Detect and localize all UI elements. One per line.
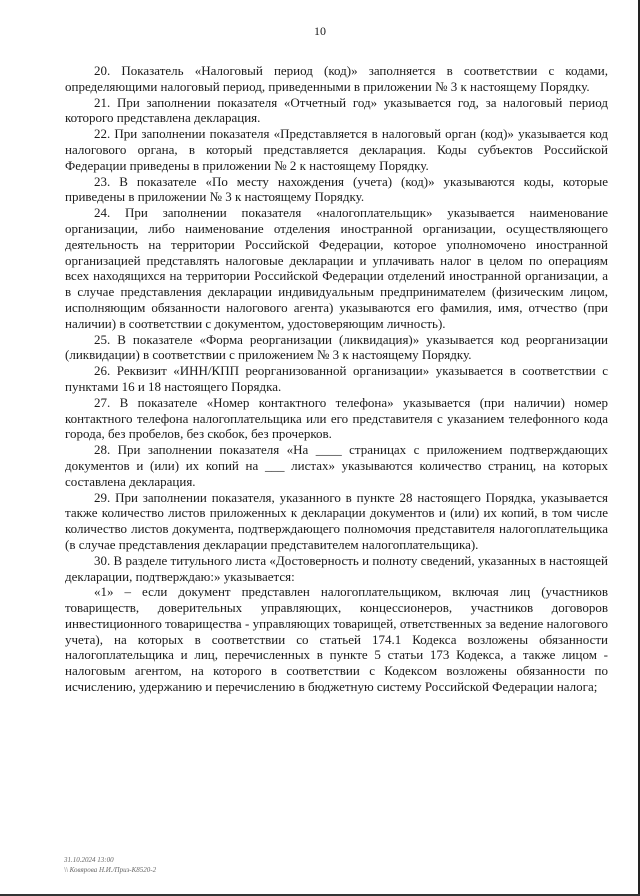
document-footer xyxy=(64,855,156,875)
paragraph-26: 26. Реквизит «ИНН/КПП реорганизованной организации» указывается в соответствии с пунктами 16 и 18 настоящего Порядка. xyxy=(65,363,608,394)
paragraph-22: 22. При заполнении показателя «Представляется в налоговый орган (код)» указывается код налогового органа, в который представляется декларация. Коды субъектов Российской Федерации приведены в приложении № 2 к настоящему Порядку. xyxy=(65,126,608,173)
footer-timestamp: 31.10.2024 13:00 xyxy=(64,856,114,864)
page-number: 10 xyxy=(314,24,326,38)
paragraph-28: 28. При заполнении показателя «На ____ страницах с приложением подтверждающих документов и (или) их копий на ___ листах» указываются количество страниц, на которых составлена декларация. xyxy=(65,442,608,489)
paragraph-29: 29. При заполнении показателя, указанного в пункте 28 настоящего Порядка, указывается также количество листов приложенных к декларации документов и (или) их копий, в том числе количество листов документа, подтверждающего полномочия представителя налогоплательщика (в случае представления декларации представителем налогоплательщика). xyxy=(65,489,608,552)
paragraph-25: 25. В показателе «Форма реорганизации (ликвидация)» указывается код реорганизации (ликвидации) в соответствии с приложением № 3 к настоящему Порядку. xyxy=(65,331,608,363)
document-body xyxy=(65,63,608,695)
footer-file-path: \\ Ковярова Н.И./Приз-К8520-2 xyxy=(64,866,157,874)
paragraph-21: 21. При заполнении показателя «Отчетный год» указывается год, за налоговый период которого представлена декларация. xyxy=(65,94,608,126)
paragraph-30-item-1: «1» – если документ представлен налогоплательщиком, включая лиц (участников товариществ, доверительных управляющих, концессионеров, участников договоров инвестиционного товарищества - управляющих товарищей, ответственных за ведение налогового учета), на которых в соответствии со статьей 174.1 Кодекса возложены обязанности налогоплательщика и лиц, перечисленных в пункте 5 статьи 173 Кодекса, а также лицом - налоговым агентом, на которого в соответствии с Кодексом возложены обязанности по исчислению, удержанию и перечислению в бюджетную систему Российской Федерации налога; xyxy=(65,584,608,695)
paragraph-27: 27. В показателе «Номер контактного телефона» указывается (при наличии) номер контактного телефона налогоплательщика или его представителя с указанием телефонного кода города, без пробелов, без скобок, без прочерков. xyxy=(65,394,608,442)
paragraph-23: 23. В показателе «По месту нахождения (учета) (код)» указываются коды, которые приведены в приложении № 3 к настоящему Порядку. xyxy=(65,173,608,205)
paragraph-24: 24. При заполнении показателя «налогоплательщик» указывается наименование организации, либо наименование отделения иностранной организации, осуществляющего деятельность на территории Российской Федерации, которое уполномочено иностранной организацией представлять налоговые декларации и уплачивать налог в целом по операциям всех находящихся на территории Российской Федерации отделений иностранной организации, а в случае представления декларации индивидуальным предпринимателем (физическим лицом, исполняющим обязанности налогового агента) указываются его фамилия, имя, отчество (при наличии) в соответствии с документом, удостоверяющим личность). xyxy=(65,205,608,331)
paragraph-30: 30. В разделе титульного листа «Достоверность и полноту сведений, указанных в настоящей декларации, подтверждаю:» указывается: xyxy=(65,552,608,584)
paragraph-20: 20. Показатель «Налоговый период (код)» заполняется в соответствии с кодами, определяющими налоговый период, приведенными в приложении № 3 к настоящему Порядку. xyxy=(65,63,608,94)
